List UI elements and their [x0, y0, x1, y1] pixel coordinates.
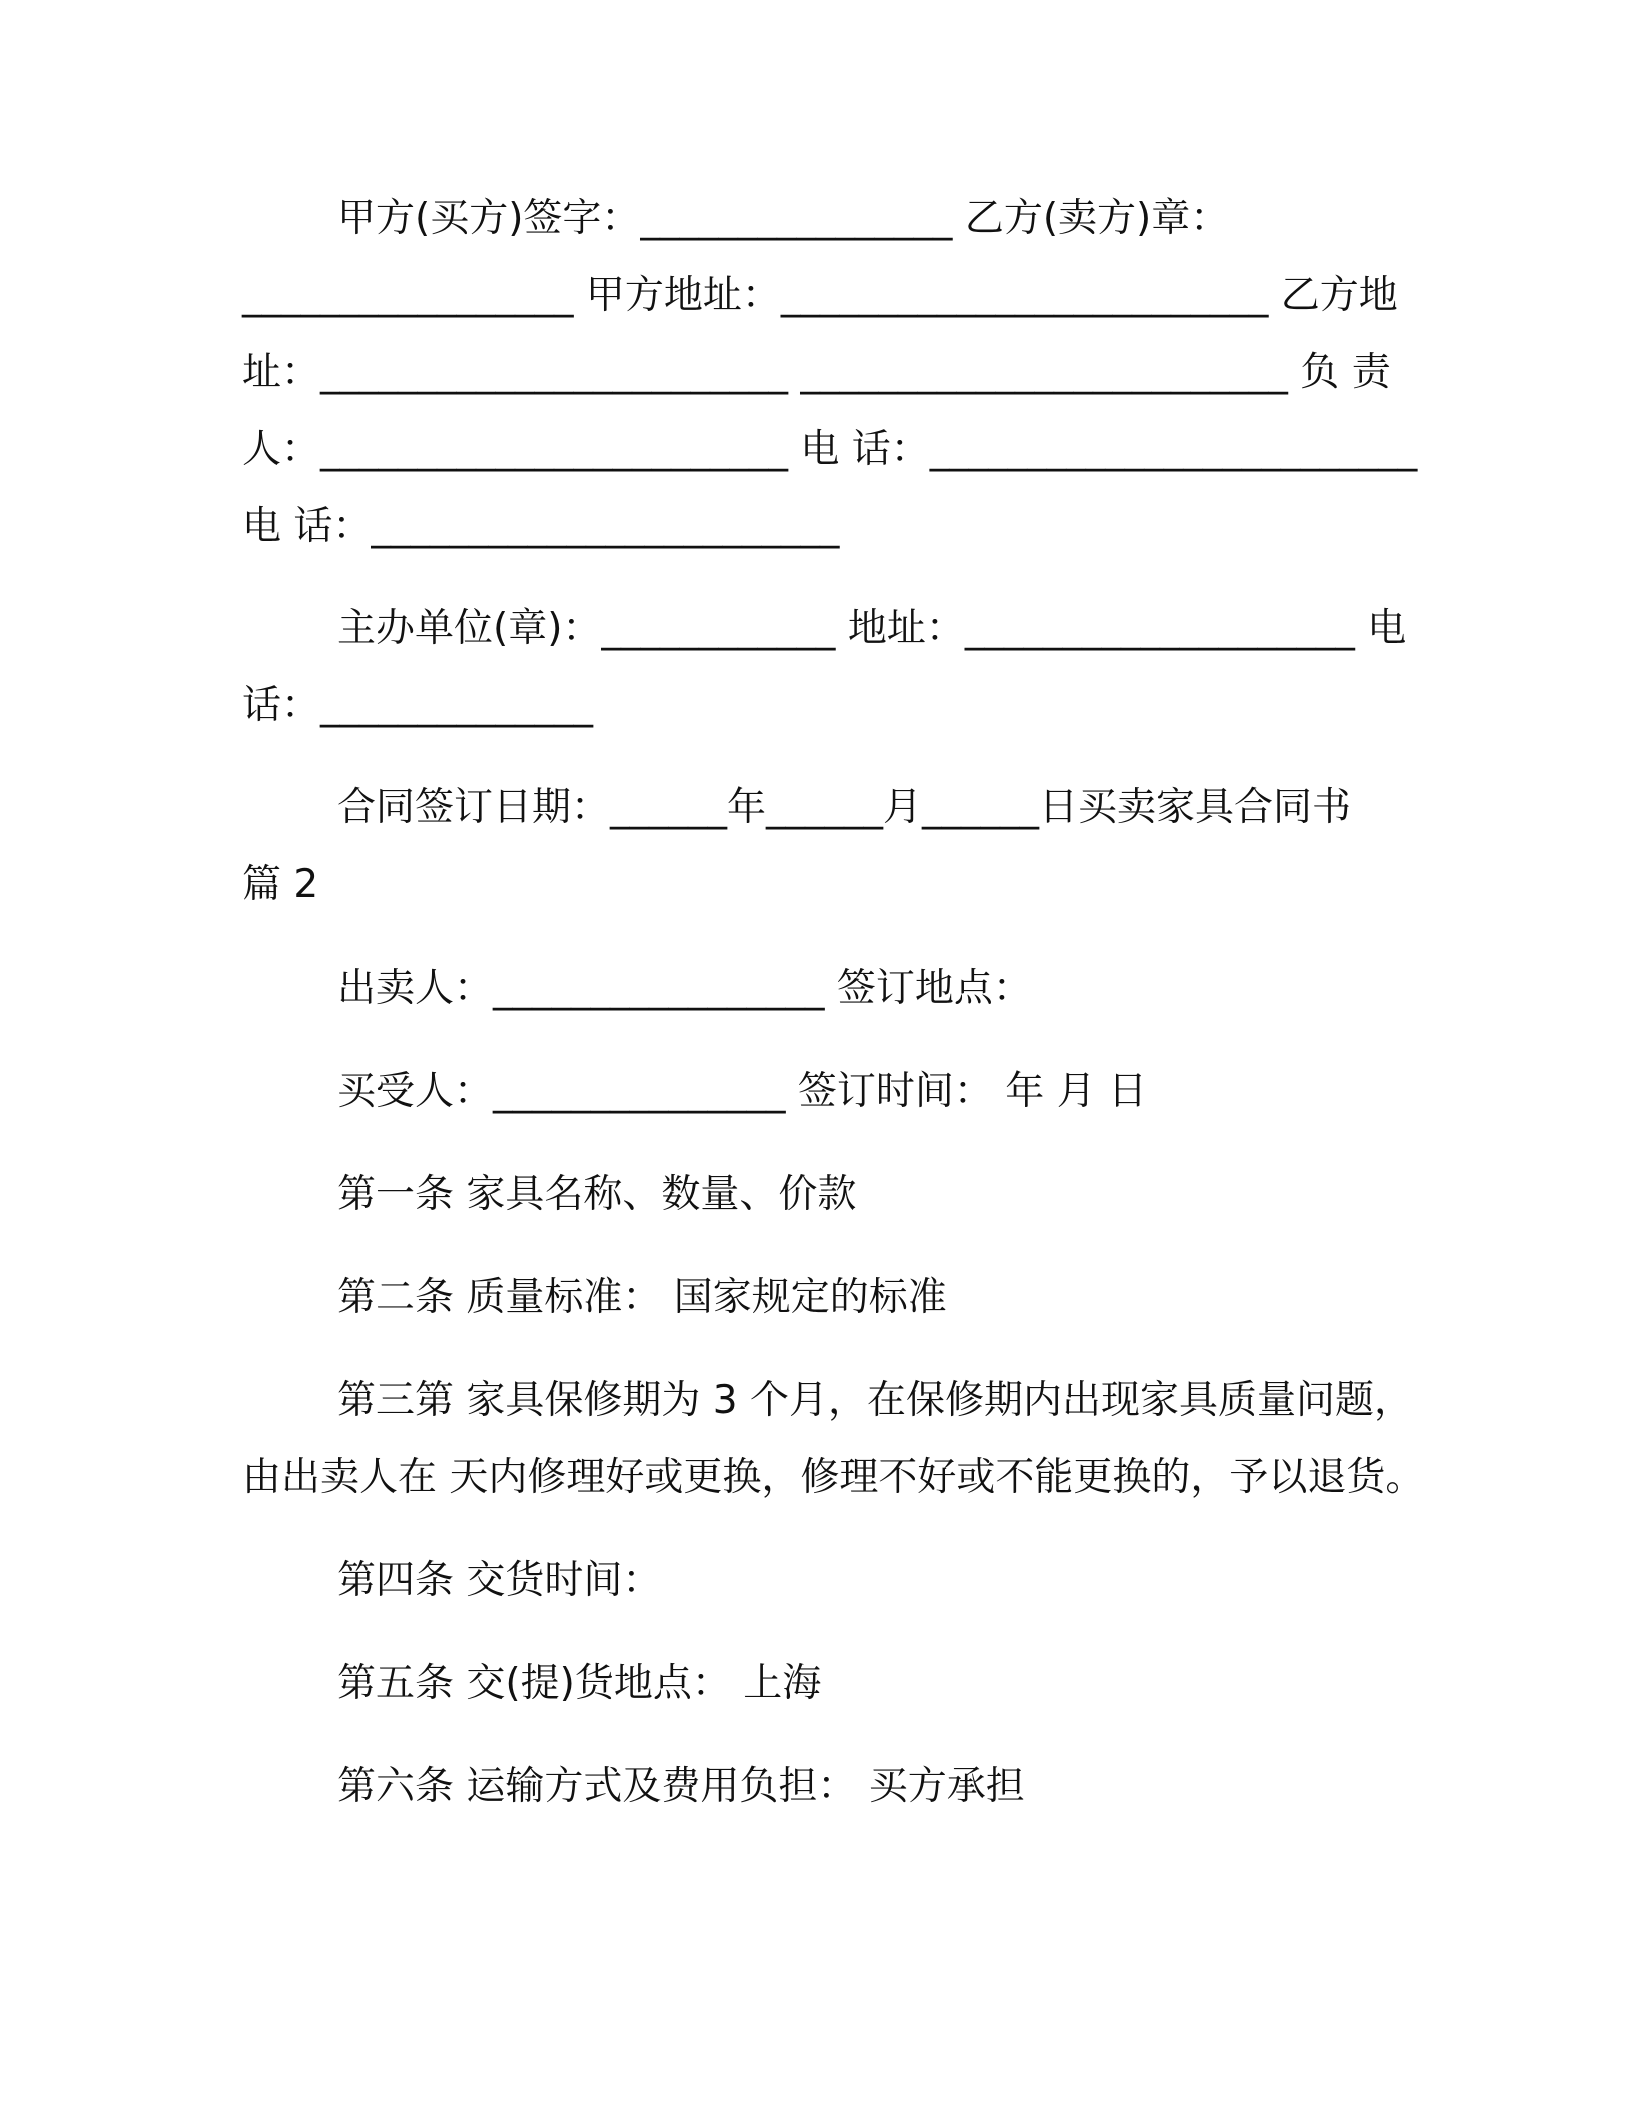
- responsible-person-line: 人：________________________ 电 话：_________________________: [242, 427, 1418, 472]
- buyer-seller-signature-line: 甲方(买方)签字：________________ 乙方(卖方)章：: [337, 196, 1230, 241]
- article-3-line-2: 由出卖人在 天内修理好或更换，修理不好或不能更换的，予以退货。: [242, 1455, 1425, 1500]
- article-3-line-1: 第三第 家具保修期为 3 个月，在保修期内出现家具质量问题，: [337, 1378, 1414, 1423]
- article-1: 第一条 家具名称、数量、价款: [337, 1172, 857, 1217]
- chapter-heading: 篇 2: [242, 862, 319, 907]
- party-b-address-line: 址：________________________ _________________________ 负 责: [242, 350, 1391, 395]
- organizer-phone-line: 话：______________: [242, 683, 594, 728]
- article-6: 第六条 运输方式及费用负担： 买方承担: [337, 1764, 1025, 1809]
- organizer-line: 主办单位(章)：____________ 地址：____________________ 电: [337, 606, 1407, 651]
- article-2: 第二条 质量标准： 国家规定的标准: [337, 1275, 947, 1320]
- contract-date-line: 合同签订日期：______年______月______日买卖家具合同书: [337, 785, 1352, 830]
- article-5: 第五条 交(提)货地点： 上海: [337, 1661, 822, 1706]
- article-4: 第四条 交货时间：: [337, 1558, 662, 1603]
- party-a-address-line: _________________ 甲方地址：_________________________ 乙方地: [242, 273, 1398, 318]
- seller-line: 出卖人：_________________ 签订地点：: [337, 966, 1032, 1011]
- phone-line: 电 话：________________________: [242, 504, 840, 549]
- buyer-line: 买受人：_______________ 签订时间： 年 月 日: [337, 1069, 1148, 1114]
